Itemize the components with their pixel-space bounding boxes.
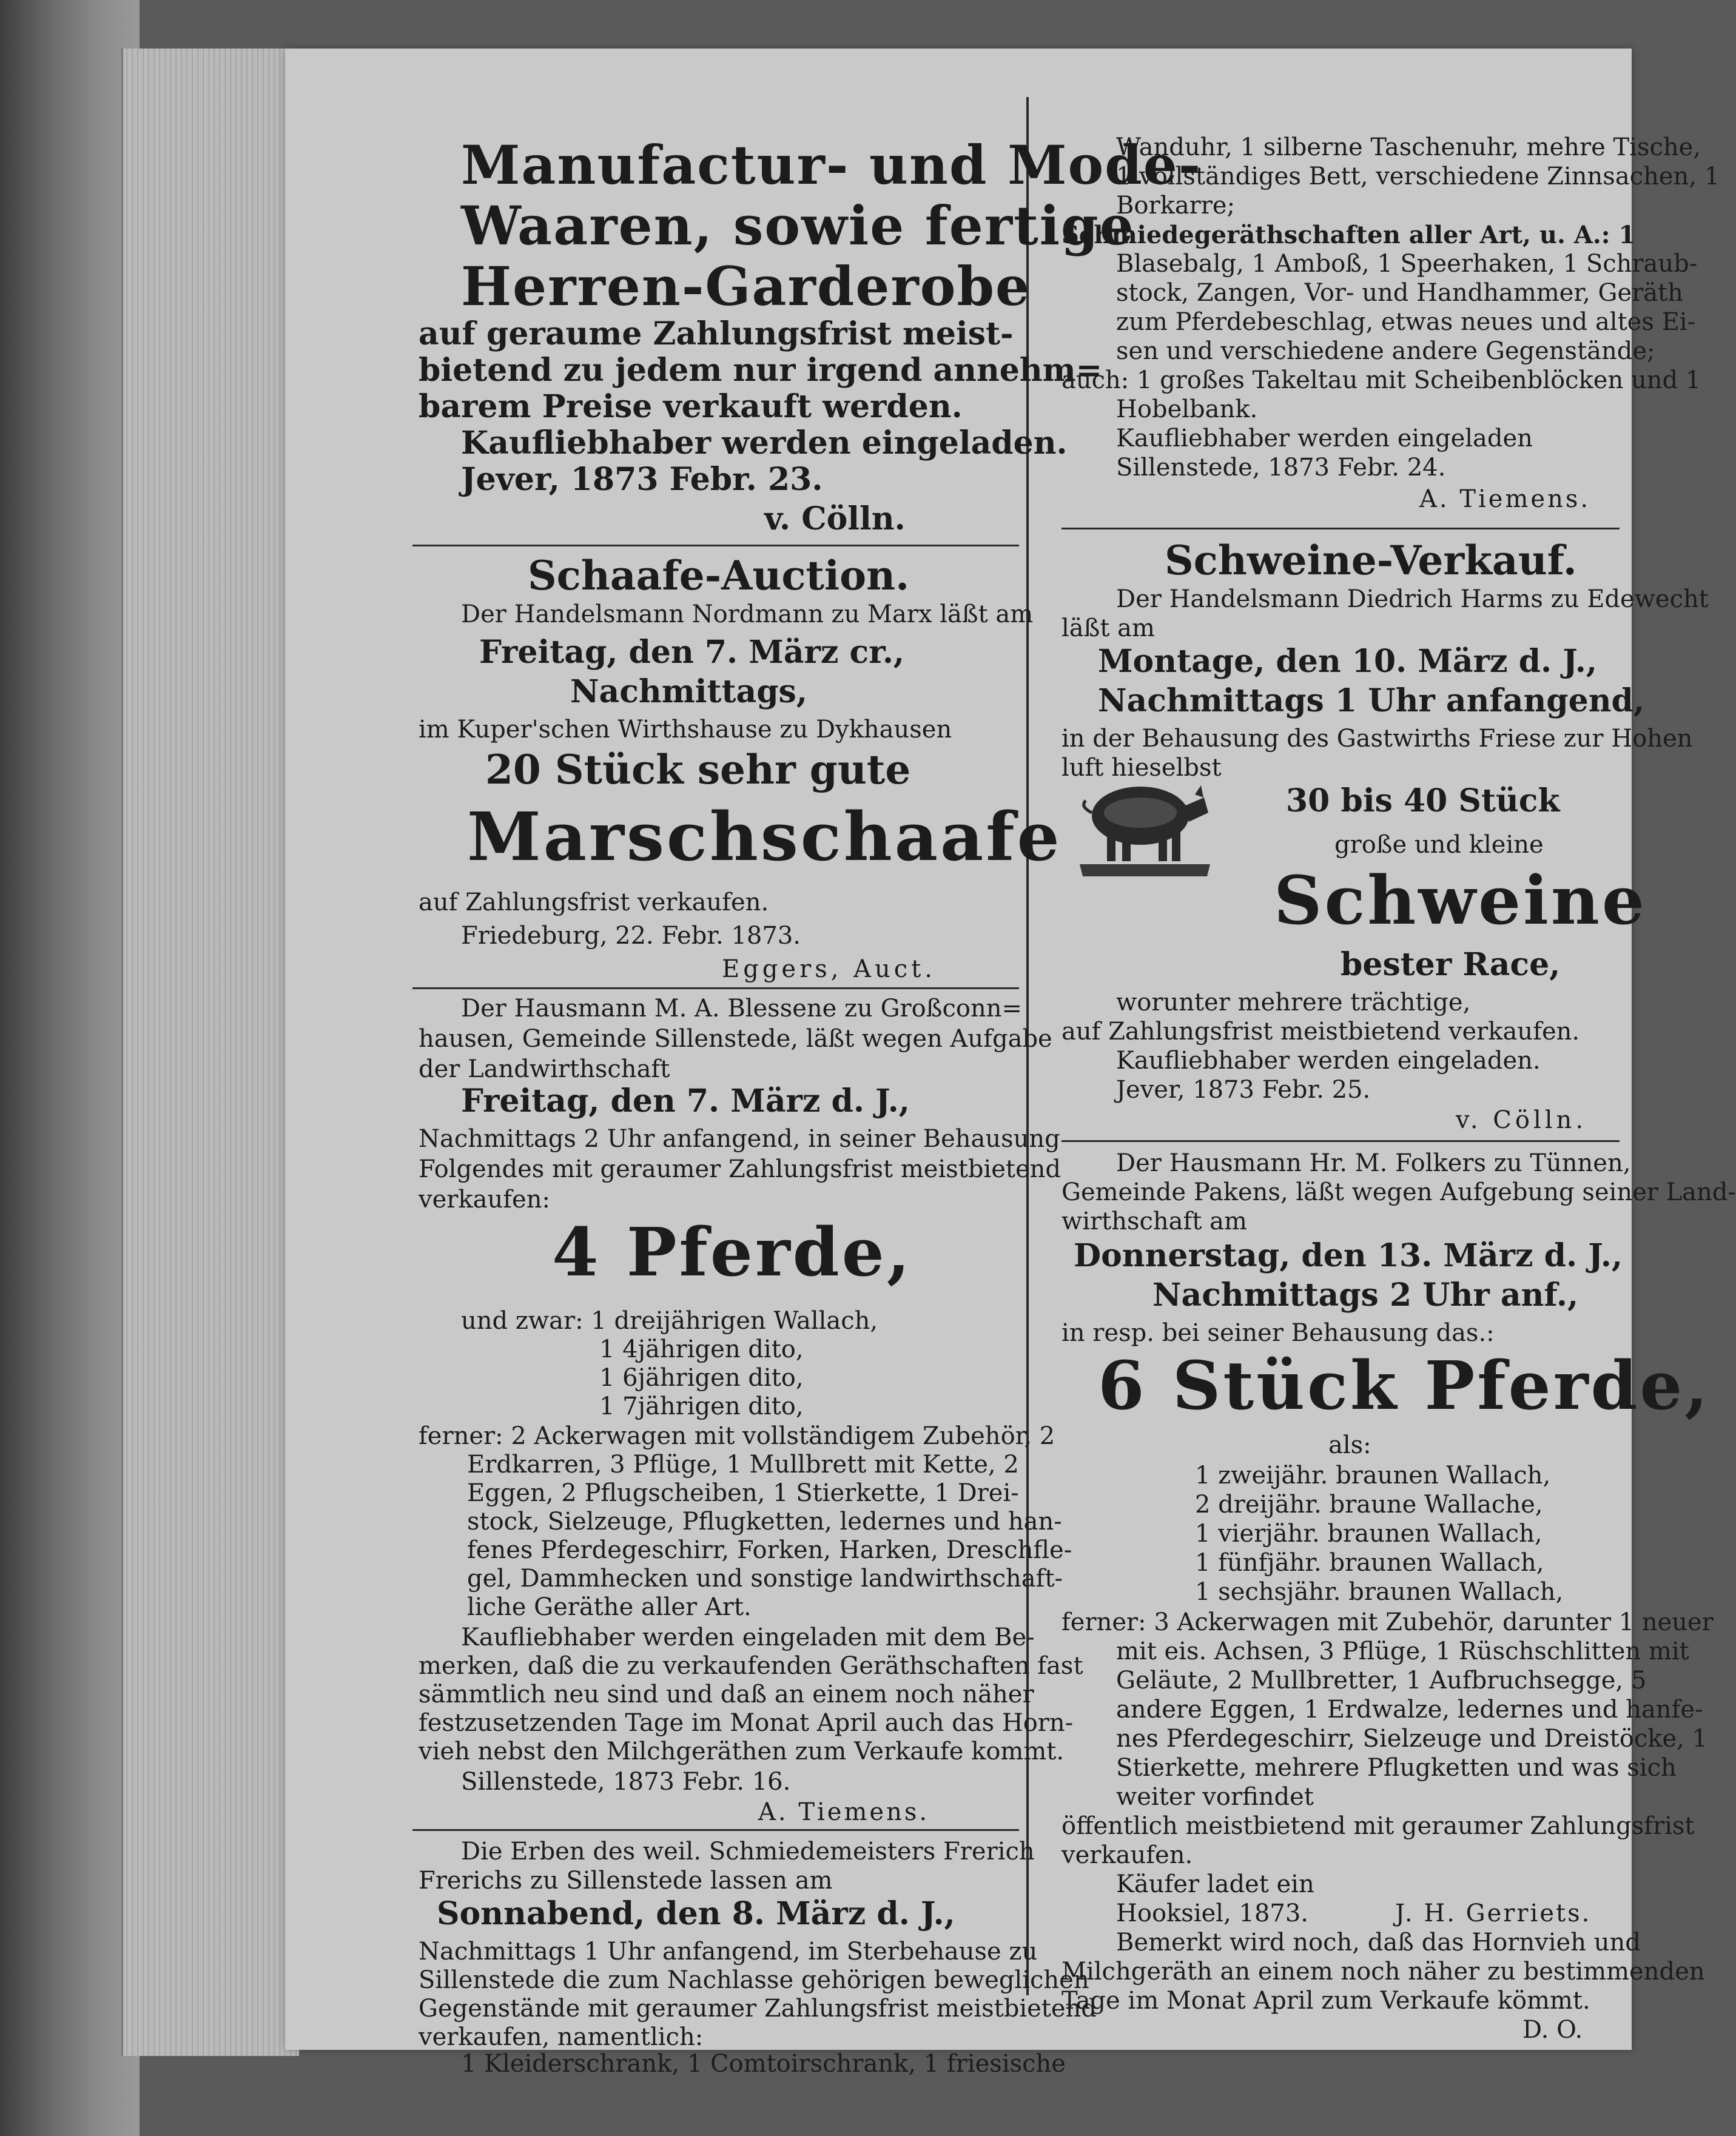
ad3-ferner3: Eggen, 2 Pflugscheiben, 1 Stierkette, 1 Drei- [467, 1479, 1019, 1507]
cont-line4: Schmiedegeräthschaften aller Art, u. A.: 1 [1061, 221, 1636, 249]
ad3-item3: 1 6jährigen dito, [599, 1364, 804, 1392]
ad6-ferner9: verkaufen. [1061, 1841, 1193, 1869]
ad6-ferner3: Geläute, 2 Mullbretter, 1 Aufbruchsegge, 5 [1116, 1667, 1647, 1694]
ad3-line6: verkaufen: [419, 1186, 550, 1214]
ad3-kauf1: Kaufliebhaber werden eingeladen mit dem Be- [461, 1624, 1035, 1651]
ad1-line7: Kaufliebhaber werden eingeladen. [461, 425, 1068, 462]
ad6-kaeufer: Käufer ladet ein [1116, 1870, 1314, 1898]
ad2-time: Nachmittags, [570, 673, 807, 710]
ad4-line2: Frerichs zu Sillenstede lassen am [419, 1867, 833, 1895]
cont-line5: Blasebalg, 1 Amboß, 1 Speerhaken, 1 Schraub- [1116, 250, 1698, 278]
ad4-line7: 1 Kleiderschrank, 1 Comtoirschrank, 1 friesische [461, 2050, 1066, 2078]
rule-5 [1061, 1140, 1620, 1142]
ad2-signature: Eggers, Auct. [722, 955, 936, 983]
ad6-ferner5: nes Pferdegeschirr, Sielzeuge und Dreistöcke, 1 [1116, 1725, 1708, 1753]
ad3-line5: Folgendes mit geraumer Zahlungsfrist meistbietend [419, 1155, 1061, 1183]
ad5-line5: worunter mehrere trächtige, [1116, 989, 1471, 1016]
ad4-line3: Nachmittags 1 Uhr anfangend, im Sterbehause zu [419, 1938, 1038, 1966]
ad3-item1: und zwar: 1 dreijährigen Wallach, [461, 1307, 878, 1335]
ad3-item4: 1 7jährigen dito, [599, 1392, 804, 1420]
ad4-line5: Gegenstände mit geraumer Zahlungsfrist meistbietend [419, 1995, 1097, 2023]
ad6-line1: Der Hausmann Hr. M. Folkers zu Tünnen, [1116, 1149, 1631, 1177]
ad3-item2: 1 4jährigen dito, [599, 1335, 804, 1363]
ad3-pferde: 4 Pferde, [552, 1213, 913, 1291]
ad3-place: Sillenstede, 1873 Febr. 16. [461, 1768, 791, 1796]
page-stack-edge [121, 49, 299, 2056]
ad3-line1: Der Hausmann M. A. Blessene zu Großconn= [461, 995, 1022, 1023]
newspaper-page [285, 49, 1736, 2051]
ad1-signature: v. Cölln. [764, 500, 906, 537]
rule-2 [412, 987, 1019, 989]
ad6-date: Donnerstag, den 13. März d. J., [1074, 1237, 1623, 1274]
ad5-line3: in der Behausung des Gastwirths Friese zur Hohen [1061, 725, 1693, 753]
ad5-count: 30 bis 40 Stück [1286, 782, 1560, 819]
book-spine-edge [0, 0, 140, 2136]
ad2-date: Freitag, den 7. März cr., [479, 634, 905, 671]
ad6-item3: 1 vierjähr. braunen Wallach, [1195, 1520, 1543, 1548]
ad6-ferner4: andere Eggen, 1 Erdwalze, ledernes und hanfe- [1116, 1696, 1703, 1724]
ad6-pferde: 6 Stück Pferde, [1098, 1346, 1711, 1425]
rule-1 [412, 545, 1019, 546]
ad3-ferner2: Erdkarren, 3 Pflüge, 1 Mullbrett mit Kette, 2 [467, 1451, 1019, 1479]
ad5-line6: auf Zahlungsfrist meistbietend verkaufen. [1061, 1018, 1580, 1046]
ad5-place: Jever, 1873 Febr. 25. [1116, 1076, 1371, 1104]
ad6-time: Nachmittags 2 Uhr anf., [1152, 1277, 1579, 1314]
ad4-date: Sonnabend, den 8. März d. J., [437, 1895, 955, 1932]
ad1-line4: auf geraume Zahlungsfrist meist- [419, 315, 1014, 352]
ad3-signature: A. Tiemens. [758, 1798, 930, 1826]
cont-line11: Kaufliebhaber werden eingeladen [1116, 425, 1533, 452]
ad6-line2: Gemeinde Pakens, läßt wegen Aufgebung seiner Land- [1061, 1178, 1736, 1206]
ad6-item4: 1 fünfjähr. braunen Wallach, [1195, 1549, 1544, 1577]
ad5-signature: v. Cölln. [1456, 1106, 1587, 1134]
ad3-ferner5: fenes Pferdegeschirr, Forken, Harken, Dreschfle- [467, 1536, 1072, 1564]
ad6-line3: wirthschaft am [1061, 1207, 1247, 1235]
ad5-line1: Der Handelsmann Diedrich Harms zu Edewecht [1116, 585, 1709, 613]
cont-place: Sillenstede, 1873 Febr. 24. [1116, 454, 1446, 482]
ad1-title-line3: Herren-Garderobe [461, 255, 1031, 318]
ad6-bemerkt1: Bemerkt wird noch, daß das Hornvieh und [1116, 1929, 1641, 1956]
ad5-title: Schweine-Verkauf. [1165, 537, 1577, 584]
pig-woodcut-image [1074, 764, 1213, 879]
ad3-line2: hausen, Gemeinde Sillenstede, läßt wegen Aufgabe [419, 1025, 1052, 1053]
ad2-line3: 20 Stück sehr gute [485, 746, 911, 793]
ad5-line2: läßt am [1061, 614, 1155, 642]
ad6-ferner1: ferner: 3 Ackerwagen mit Zubehör, darunter 1 neuer [1061, 1608, 1714, 1636]
ad1-title-line2: Waaren, sowie fertige [461, 194, 1135, 257]
ad5-race: bester Race, [1341, 946, 1561, 983]
ad4-line4: Sillenstede die zum Nachlasse gehörigen beweglichen [419, 1966, 1089, 1994]
ad3-kauf4: festzusetzenden Tage im Monat April auch das Horn- [419, 1709, 1074, 1737]
ad5-time: Nachmittags 1 Uhr anfangend, [1098, 682, 1644, 719]
ad6-bemerkt3: Tage im Monat April zum Verkaufe kömmt. [1061, 1987, 1590, 2015]
ad6-ferner2: mit eis. Achsen, 3 Pflüge, 1 Rüschschlitten mit [1116, 1637, 1689, 1665]
ad3-line3: der Landwirthschaft [419, 1055, 670, 1083]
ad2-place: Friedeburg, 22. Febr. 1873. [461, 922, 801, 950]
ad5-size: große und kleine [1334, 831, 1544, 859]
ad6-item1: 1 zweijähr. braunen Wallach, [1195, 1462, 1551, 1489]
rule-3 [412, 1829, 1019, 1831]
ad6-ferner7: weiter vorfindet [1116, 1783, 1314, 1811]
rule-4 [1061, 528, 1620, 529]
ad6-item2: 2 dreijähr. braune Wallache, [1195, 1491, 1543, 1519]
cont-signature: A. Tiemens. [1419, 485, 1591, 513]
ad3-ferner4: stock, Sielzeuge, Pflugketten, ledernes und han- [467, 1508, 1062, 1536]
cont-line10: Hobelbank. [1116, 395, 1258, 423]
ad6-bemerkt2: Milchgeräth an einem noch näher zu bestimmenden [1061, 1958, 1705, 1986]
ad1-line5: bietend zu jedem nur irgend annehm= [419, 352, 1103, 389]
ad3-line4: Nachmittags 2 Uhr anfangend, in seiner Behausung [419, 1125, 1060, 1153]
ad2-title: Schaafe-Auction. [528, 552, 910, 599]
ad1-title-line1: Manufactur- und Mode- [461, 133, 1202, 196]
ad2-line5: auf Zahlungsfrist verkaufen. [419, 888, 769, 916]
ad3-kauf2: merken, daß die zu verkaufenden Geräthschaften fast [419, 1652, 1083, 1680]
ad5-line4: luft hieselbst [1061, 754, 1222, 782]
ad3-kauf3: sämmtlich neu sind und daß an einem noch näher [419, 1681, 1034, 1708]
cont-line2: 1 vollständiges Bett, verschiedene Zinnsachen, 1 [1116, 163, 1720, 190]
ad2-marschschaafe: Marschschaafe [467, 798, 1062, 876]
ad6-place: Hooksiel, 1873. [1116, 1899, 1309, 1927]
ad6-ferner8: öffentlich meistbietend mit geraumer Zahlungsfrist [1061, 1812, 1695, 1840]
ad6-line4: in resp. bei seiner Behausung das.: [1061, 1319, 1495, 1347]
ad6-ferner6: Stierkette, mehrere Pflugketten und was sich [1116, 1754, 1677, 1782]
cont-line6: stock, Zangen, Vor- und Handhammer, Geräth [1116, 279, 1683, 307]
ad6-signature: J. H. Gerriets. [1395, 1899, 1592, 1927]
cont-line1: Wanduhr, 1 silberne Taschenuhr, mehre Tische, [1116, 133, 1701, 161]
ad2-line1: Der Handelsmann Nordmann zu Marx läßt am [461, 600, 1034, 628]
ad3-date: Freitag, den 7. März d. J., [461, 1083, 910, 1120]
ad6-initials: D. O. [1522, 2016, 1583, 2044]
ad1-place: Jever, 1873 Febr. 23. [461, 461, 823, 498]
cont-line7: zum Pferdebeschlag, etwas neues und altes Ei- [1116, 308, 1696, 336]
ad6-item5: 1 sechsjähr. braunen Wallach, [1195, 1578, 1564, 1606]
ad5-schweine: Schweine [1274, 861, 1647, 939]
ad3-ferner7: liche Geräthe aller Art. [467, 1593, 752, 1621]
cont-line3: Borkarre; [1116, 192, 1236, 220]
cont-line9: auch: 1 großes Takeltau mit Scheibenblöcken und 1 [1061, 366, 1701, 394]
ad6-als: als: [1328, 1431, 1371, 1459]
ad2-line2: im Kuper'schen Wirthshause zu Dykhausen [419, 716, 952, 744]
ad5-date: Montage, den 10. März d. J., [1098, 643, 1597, 680]
ad4-line6: verkaufen, namentlich: [419, 2023, 704, 2051]
ad1-line6: barem Preise verkauft werden. [419, 388, 963, 425]
ad5-line7: Kaufliebhaber werden eingeladen. [1116, 1047, 1541, 1075]
ad3-ferner1: ferner: 2 Ackerwagen mit vollständigem Zubehör, 2 [419, 1422, 1055, 1450]
ad3-kauf5: vieh nebst den Milchgeräthen zum Verkaufe kommt. [419, 1738, 1065, 1765]
cont-line8: sen und verschiedene andere Gegenstände; [1116, 337, 1655, 365]
ad3-ferner6: gel, Dammhecken und sonstige landwirthschaft- [467, 1565, 1063, 1593]
ad4-line1: Die Erben des weil. Schmiedemeisters Frerich [461, 1838, 1035, 1866]
